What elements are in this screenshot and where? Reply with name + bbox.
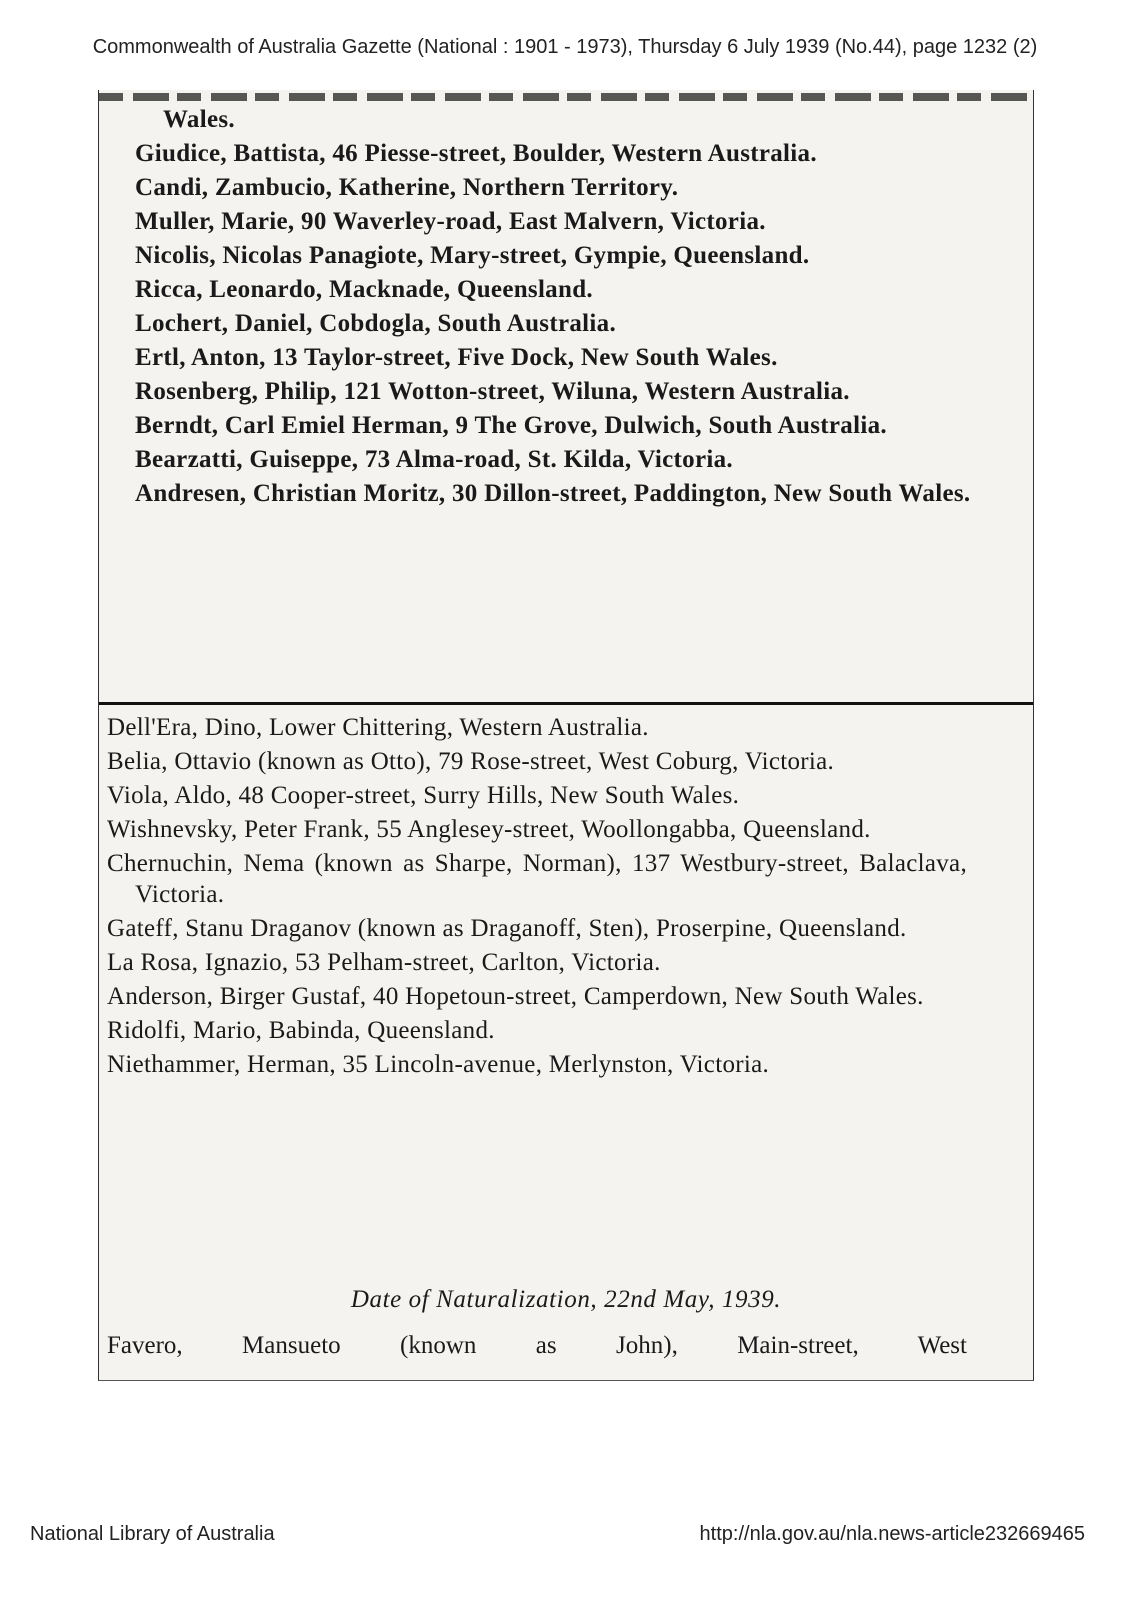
naturalization-entry: La Rosa, Ignazio, 53 Pelham-street, Carlton, Victoria.	[107, 949, 661, 976]
naturalization-entry: Belia, Ottavio (known as Otto), 79 Rose-street, West Coburg, Victoria.	[107, 748, 835, 775]
naturalization-entry: Candi, Zambucio, Katherine, Northern Territory.	[135, 174, 679, 201]
torn-top-line	[99, 93, 1033, 101]
naturalization-entry: Gateff, Stanu Draganov (known as Draganoff, Sten), Proserpine, Queensland.	[107, 915, 907, 942]
partial-entry-cut-off: Favero, Mansueto (known as John), Main-street, West	[107, 1332, 967, 1359]
naturalization-entry: Andresen, Christian Moritz, 30 Dillon-street, Paddington, New South Wales.	[135, 480, 971, 507]
naturalization-entry: Bearzatti, Guiseppe, 73 Alma-road, St. Kilda, Victoria.	[135, 446, 733, 473]
footer-article-url[interactable]: http://nla.gov.au/nla.news-article232669465	[699, 1523, 1085, 1545]
naturalization-date-heading: Date of Naturalization, 22nd May, 1939.	[350, 1286, 782, 1313]
column-divider-rule	[99, 702, 1033, 705]
naturalization-entry: Ertl, Anton, 13 Taylor-street, Five Dock, New South Wales.	[135, 344, 778, 371]
naturalization-entry: Chernuchin, Nema (known as Sharpe, Norman), 137 Westbury-street, Balaclava, Victoria.	[107, 850, 967, 908]
naturalization-entry: Muller, Marie, 90 Waverley-road, East Malvern, Victoria.	[135, 208, 766, 235]
naturalization-entry: Viola, Aldo, 48 Cooper-street, Surry Hills, New South Wales.	[107, 782, 740, 809]
naturalization-entry: Rosenberg, Philip, 121 Wotton-street, Wiluna, Western Australia.	[135, 378, 850, 405]
naturalization-entry: Giudice, Battista, 46 Piesse-street, Boulder, Western Australia.	[135, 140, 817, 167]
naturalization-entry: Ricca, Leonardo, Macknade, Queensland.	[135, 276, 593, 303]
footer-library-name: National Library of Australia	[30, 1523, 275, 1545]
entry-continuation: Wales.	[163, 106, 235, 133]
naturalization-entry: Nicolis, Nicolas Panagiote, Mary-street, Gympie, Queensland.	[135, 242, 810, 269]
naturalization-entry: Berndt, Carl Emiel Herman, 9 The Grove, Dulwich, South Australia.	[135, 412, 887, 439]
lower-column	[107, 712, 967, 1083]
newspaper-clipping	[98, 90, 1034, 1381]
naturalization-entry: Anderson, Birger Gustaf, 40 Hopetoun-street, Camperdown, New South Wales.	[107, 983, 924, 1010]
naturalization-entry: Wishnevsky, Peter Frank, 55 Anglesey-street, Woollongabba, Queensland.	[107, 816, 871, 843]
naturalization-entry: Ridolfi, Mario, Babinda, Queensland.	[107, 1017, 495, 1044]
page-header-title: Commonwealth of Australia Gazette (National : 1901 - 1973), Thursday 6 July 1939 (No.44), page 1232 (2)	[92, 36, 1038, 58]
upper-column	[135, 104, 995, 512]
naturalization-entry: Dell'Era, Dino, Lower Chittering, Western Australia.	[107, 714, 649, 741]
naturalization-entry: Niethammer, Herman, 35 Lincoln-avenue, Merlynston, Victoria.	[107, 1051, 770, 1078]
naturalization-entry: Lochert, Daniel, Cobdogla, South Australia.	[135, 310, 617, 337]
